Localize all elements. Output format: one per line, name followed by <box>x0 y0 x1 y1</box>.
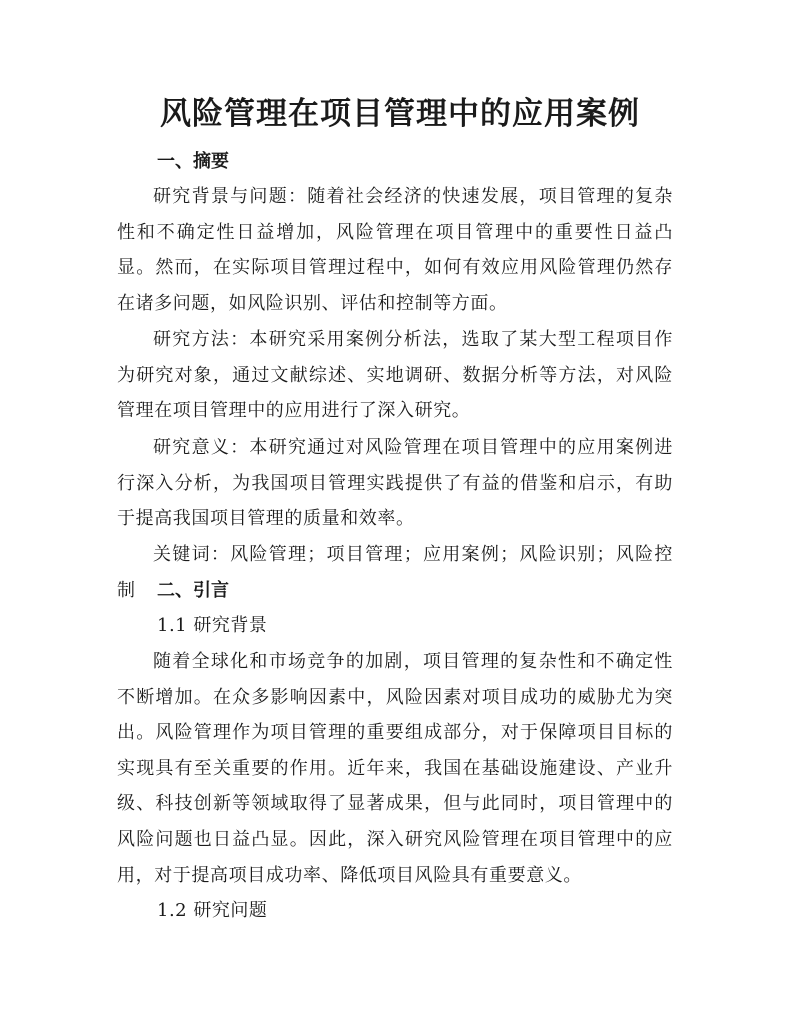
subsection-heading-research-background: 1.1 研究背景 <box>157 615 268 636</box>
abstract-significance-paragraph: 研究意义：本研究通过对风险管理在项目管理中的应用案例进行深入分析，为我国项目管理实践提供了有益的借鉴和启示，有助于提高我国项目管理的质量和效率。 <box>117 437 673 530</box>
abstract-method-paragraph: 研究方法：本研究采用案例分析法，选取了某大型工程项目作为研究对象，通过文献综述、实地调研、数据分析等方法，对风险管理在项目管理中的应用进行了深入研究。 <box>117 329 673 422</box>
section-heading-introduction: 二、引言 <box>157 580 229 601</box>
abstract-background-paragraph: 研究背景与问题：随着社会经济的快速发展，项目管理的复杂性和不确定性日益增加，风险管理在项目管理中的重要性日益凸显。然而，在实际项目管理过程中，如何有效应用风险管理仍然存在诸多问题，如风险识别、评估和控制等方面。 <box>117 186 673 314</box>
section-heading-abstract: 一、摘要 <box>157 151 229 172</box>
keywords-line: 关键词：风险管理；项目管理；应用案例；风险识别；风险控制 <box>117 544 673 601</box>
introduction-background-paragraph: 随着全球化和市场竞争的加剧，项目管理的复杂性和不确定性不断增加。在众多影响因素中，风险因素对项目成功的威胁尤为突出。风险管理作为项目管理的重要组成部分，对于保障项目目标的实现具有至关重要的作用。近年来，我国在基础设施建设、产业升级、科技创新等领域取得了显著成果，但与此同时，项目管理中的风险问题也日益凸显。因此，深入研究风险管理在项目管理中的应用，对于提高项目成功率、降低项目风险具有重要意义。 <box>117 651 673 886</box>
document-title: 风险管理在项目管理中的应用案例 <box>160 96 640 132</box>
subsection-heading-research-question: 1.2 研究问题 <box>157 900 268 921</box>
